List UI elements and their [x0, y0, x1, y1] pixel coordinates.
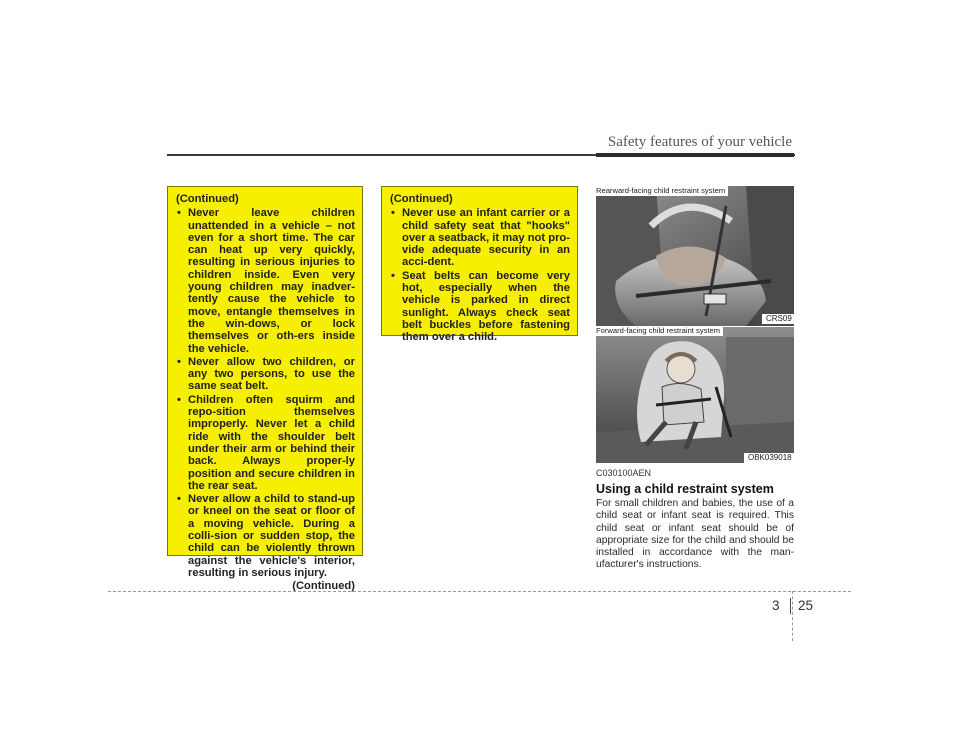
- infant-carrier-illustration: [596, 186, 794, 326]
- warning-item: • Never use an infant carrier or a child safety seat that "hooks" over a seatback, it may not pro-vide adequate security in an acci-dent.: [390, 207, 570, 268]
- rearward-facing-seat-photo: [596, 186, 794, 326]
- figure-code-bottom: OBK039018: [744, 453, 796, 463]
- warning-item: • Never leave children unattended in a vehicle – not even for a short time. The car can heat up very quickly, resulting in serious injuries to children inside. Even very young children may inadver-tently cause the vehicle to move, entangle themselves in the win-dows, or lock themselves or oth-ers inside the vehicle.: [176, 207, 355, 355]
- header-rule-accent: [596, 153, 794, 157]
- warning-item: • Children often squirm and repo-sition themselves improperly. Never let a child ride with the shoulder belt under their arm or behind their back. Always proper-ly position and secure children in the rear seat.: [176, 394, 355, 492]
- section-body: For small children and babies, the use of a child seat or infant seat is required. This child seat or infant seat should be of appropriate size for the child and should be installed in accordance with the man-ufacturer's instructions.: [596, 498, 794, 571]
- warning-box-middle: [381, 186, 578, 344]
- continued-label-top: (Continued): [390, 193, 453, 205]
- child-booster-illustration: [596, 327, 794, 463]
- warning-item: • Never allow two children, or any two persons, to use the same seat belt.: [176, 356, 355, 393]
- figure-caption-bottom: Forward-facing child restraint system: [593, 326, 723, 336]
- forward-facing-seat-photo: [596, 327, 794, 463]
- page-number: 25: [798, 598, 814, 613]
- warning-list: [390, 207, 570, 343]
- warning-list: [176, 207, 355, 579]
- running-header-title: Safety features of your vehicle: [607, 134, 792, 150]
- section-heading: Using a child restraint system: [596, 482, 774, 496]
- page-number-divider: [790, 598, 791, 614]
- footer-vertical-divider: [792, 591, 793, 641]
- chapter-number: 3: [772, 598, 780, 613]
- warning-item: • Never allow a child to stand-up or kneel on the seat or floor of a moving vehicle. During a colli-sion or sudden stop, the child can be violently thrown against the vehicle's interior, resulting in serious injury.: [176, 493, 355, 579]
- continued-label-bottom: (Continued): [292, 580, 355, 593]
- warning-item: • Seat belts can become very hot, especially when the vehicle is parked in direct sunlight. Always check seat belt buckles before fastening them over a child.: [390, 270, 570, 344]
- footer-divider: [108, 591, 851, 592]
- continued-label-top: (Continued): [176, 193, 239, 205]
- figure-code-top: CRS09: [762, 314, 796, 324]
- figure-caption-top: Rearward-facing child restraint system: [593, 186, 728, 196]
- section-code: C030100AEN: [596, 468, 652, 478]
- warning-box-left: [167, 186, 363, 593]
